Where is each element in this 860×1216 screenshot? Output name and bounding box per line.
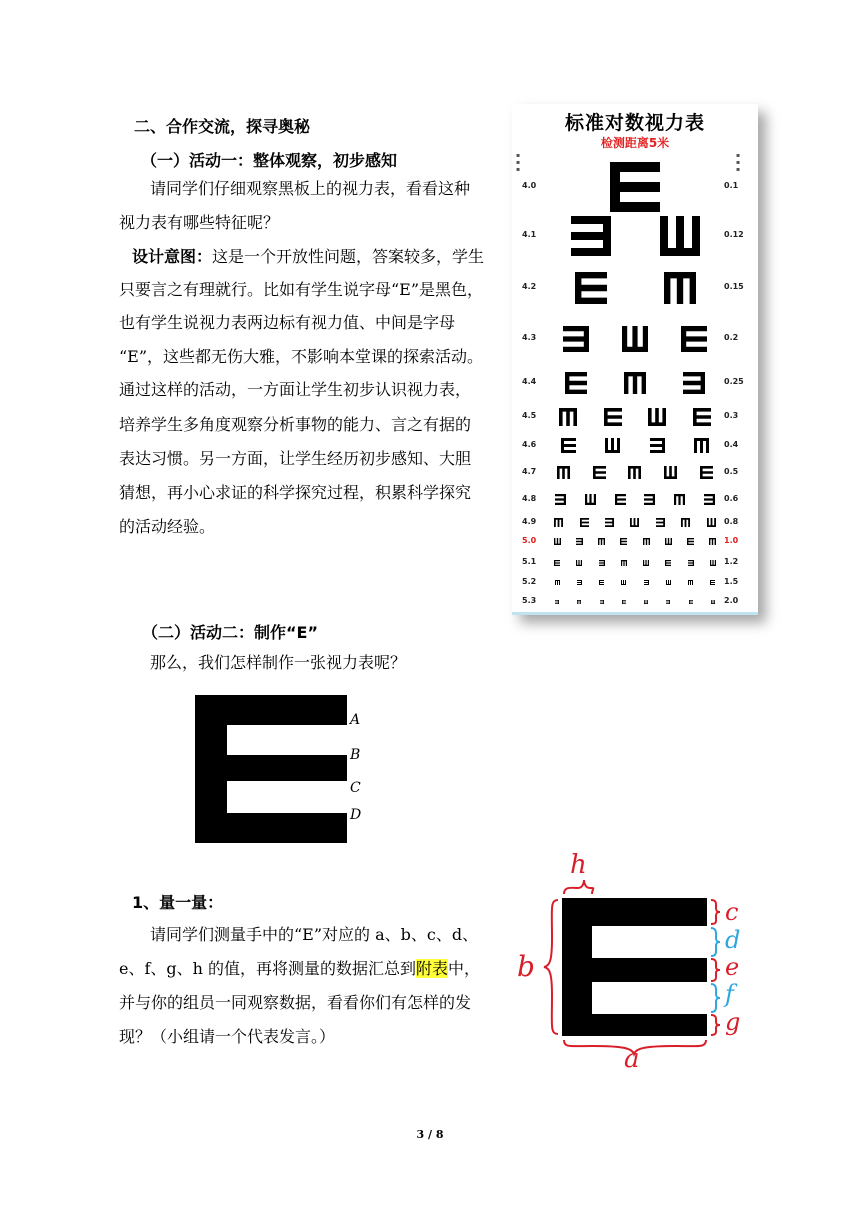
optotype-e xyxy=(555,580,560,585)
optotype-e xyxy=(554,538,561,545)
optotype-e xyxy=(559,408,577,426)
optotype-e xyxy=(644,580,649,585)
optotype-row xyxy=(546,600,724,604)
optotype-e xyxy=(599,580,604,585)
acuity-right-value: 0.12 xyxy=(724,230,744,239)
acuity-left-value: 4.5 xyxy=(522,411,537,420)
optotype-e xyxy=(665,560,671,566)
label-d-measure: d xyxy=(725,926,741,954)
activity1-para-line2: 视力表有哪些特征呢？ xyxy=(119,213,280,232)
optotype-e xyxy=(555,600,559,604)
optotype-e xyxy=(561,438,576,453)
eye-chart-image xyxy=(512,104,758,615)
optotype-e xyxy=(630,518,639,527)
optotype-row xyxy=(546,494,724,505)
optotype-e xyxy=(599,560,605,566)
measure-heading: 1、量一量： xyxy=(132,893,224,912)
activity1-heading: （一）活动一：整体观察，初步感知 xyxy=(141,151,398,170)
acuity-left-value: 4.0 xyxy=(522,181,537,190)
acuity-right-value: 0.4 xyxy=(724,439,739,449)
page-number: 3 / 8 xyxy=(416,1128,444,1141)
optotype-e xyxy=(656,518,665,527)
acuity-left-value: 5.2 xyxy=(522,576,537,586)
acuity-left-value: 4.1 xyxy=(522,230,537,239)
optotype-row xyxy=(546,518,724,527)
optotype-row xyxy=(546,216,724,256)
design-intent-line6: 培养学生多角度观察分析事物的能力、言之有据的 xyxy=(119,415,472,434)
optotype-e xyxy=(554,518,563,527)
optotype-e xyxy=(666,580,671,585)
acuity-right-value: 0.3 xyxy=(724,411,739,420)
appendix-table-highlight: 附表 xyxy=(416,959,449,978)
optotype-row xyxy=(546,272,724,304)
optotype-e xyxy=(665,538,672,545)
optotype-e xyxy=(687,538,694,545)
optotype-e xyxy=(622,326,648,352)
optotype-e xyxy=(600,600,604,604)
acuity-left-value: 4.2 xyxy=(522,282,537,291)
acuity-left-value: 4.4 xyxy=(522,377,537,386)
acuity-right-value: 0.2 xyxy=(724,333,739,342)
design-intent-line9: 的活动经验。 xyxy=(119,517,216,536)
optotype-e xyxy=(622,600,626,604)
optotype-e xyxy=(664,466,677,479)
acuity-right-value: 0.5 xyxy=(724,466,739,476)
acuity-right-value: 0.1 xyxy=(724,181,739,190)
design-intent-line4: “E”，这些都无伤大雅，不影响本堂课的探索活动。 xyxy=(119,347,484,366)
acuity-left-value: 4.9 xyxy=(522,516,537,526)
measure-line4: 现？（小组请一个代表发言。） xyxy=(119,1027,336,1046)
design-intent-text: 这是一个开放性问题，答案较多，学生 xyxy=(212,247,485,266)
label-f-measure: f xyxy=(725,980,734,1008)
optotype-e xyxy=(711,600,715,604)
optotype-e xyxy=(593,466,606,479)
acuity-left-value: 4.3 xyxy=(522,333,537,342)
design-intent-line1 xyxy=(132,240,484,273)
acuity-right-value: 0.15 xyxy=(724,282,744,291)
label-h: h xyxy=(570,850,587,880)
optotype-row xyxy=(546,162,724,212)
optotype-row xyxy=(546,408,724,426)
optotype-e xyxy=(710,560,716,566)
label-b: B xyxy=(350,747,361,763)
optotype-e xyxy=(710,580,715,585)
measure-line3: 并与你的组员一同观察数据，看看你们有怎样的发 xyxy=(119,993,472,1012)
eye-chart-subtitle: 检测距离5米 xyxy=(600,136,670,150)
optotype-e xyxy=(624,372,646,394)
acuity-left-value: 5.3 xyxy=(522,596,537,605)
e-figure-abcd xyxy=(192,692,368,850)
optotype-e xyxy=(571,216,611,256)
optotype-e xyxy=(577,580,582,585)
optotype-e xyxy=(688,560,694,566)
optotype-row xyxy=(546,326,724,352)
optotype-e xyxy=(575,272,607,304)
acuity-left-value: 5.0 xyxy=(522,535,537,545)
design-intent-label: 设计意图： xyxy=(132,247,213,266)
optotype-row xyxy=(546,438,724,453)
label-b-measure: b xyxy=(517,950,535,983)
optotype-e xyxy=(664,272,696,304)
acuity-right-value: 0.6 xyxy=(724,493,739,503)
optotype-e xyxy=(666,600,670,604)
optotype-e xyxy=(577,600,581,604)
acuity-left-value: 4.6 xyxy=(522,439,537,449)
design-intent-line8: 猜想，再小心求证的科学探究过程，积累科学探究 xyxy=(119,483,472,502)
optotype-e xyxy=(555,494,566,505)
optotype-row xyxy=(546,560,724,566)
optotype-e xyxy=(660,216,700,256)
optotype-e xyxy=(709,538,716,545)
optotype-e xyxy=(650,438,665,453)
optotype-row xyxy=(546,372,724,394)
measure-line2-end: 中， xyxy=(448,959,481,978)
optotype-e xyxy=(554,560,560,566)
optotype-e xyxy=(563,326,589,352)
e-figure-abcd-graphic xyxy=(192,692,368,850)
optotype-e xyxy=(605,518,614,527)
e-figure-measurements xyxy=(512,848,762,1073)
measure-line1: 请同学们测量手中的“E”对应的 a、b、c、d、 xyxy=(150,925,479,944)
optotype-e xyxy=(648,408,666,426)
optotype-e xyxy=(621,580,626,585)
optotype-e xyxy=(610,162,660,212)
activity2-heading: （二）活动二：制作“E” xyxy=(142,623,318,642)
optotype-row xyxy=(546,466,724,479)
optotype-e xyxy=(580,518,589,527)
optotype-row xyxy=(546,580,724,585)
optotype-e xyxy=(644,600,648,604)
label-c-measure: c xyxy=(725,898,739,926)
optotype-e xyxy=(643,560,649,566)
measure-line2 xyxy=(119,952,480,985)
optotype-e xyxy=(598,538,605,545)
optotype-e xyxy=(565,372,587,394)
design-intent-line2: 只要言之有理就行。比如有学生说字母“E”是黑色， xyxy=(119,280,484,299)
label-c: C xyxy=(350,780,361,796)
acuity-right-value: 1.2 xyxy=(724,557,739,566)
optotype-e xyxy=(643,538,650,545)
section-heading: 二、合作交流，探寻奥秘 xyxy=(134,117,311,136)
optotype-e xyxy=(605,438,620,453)
acuity-left-value: 4.8 xyxy=(522,493,537,503)
optotype-e xyxy=(694,438,709,453)
optotype-e xyxy=(621,560,627,566)
acuity-left-value: 5.1 xyxy=(522,557,537,566)
optotype-e xyxy=(704,494,715,505)
label-g-measure: g xyxy=(725,1008,741,1036)
optotype-e xyxy=(628,466,641,479)
acuity-right-value: 1.0 xyxy=(724,535,739,545)
acuity-right-value: 1.5 xyxy=(724,576,739,586)
optotype-e xyxy=(683,372,705,394)
optotype-row xyxy=(546,538,724,545)
activity2-para: 那么，我们怎样制作一张视力表呢？ xyxy=(150,653,407,672)
left-column-header-mark: ▪ ▪ ▪ xyxy=(516,152,521,173)
design-intent-line3: 也有学生说视力表两边标有视力值、中间是字母 xyxy=(119,313,456,332)
activity1-para-line1: 请同学们仔细观察黑板上的视力表，看看这种 xyxy=(150,179,471,198)
optotype-e xyxy=(644,494,655,505)
acuity-right-value: 0.25 xyxy=(724,377,744,386)
acuity-right-value: 2.0 xyxy=(724,596,739,605)
right-column-header-mark: ▪ ▪ ▪ xyxy=(736,152,741,173)
label-a: A xyxy=(350,712,361,728)
optotype-e xyxy=(707,518,716,527)
optotype-e xyxy=(604,408,622,426)
optotype-e xyxy=(576,560,582,566)
label-e-measure: e xyxy=(725,953,740,981)
optotype-e xyxy=(576,538,583,545)
design-intent-line7: 表达习惯。另一方面，让学生经历初步感知、大胆 xyxy=(119,449,472,468)
optotype-e xyxy=(620,538,627,545)
optotype-e xyxy=(693,408,711,426)
optotype-e xyxy=(681,518,690,527)
optotype-e xyxy=(615,494,626,505)
acuity-right-value: 0.8 xyxy=(724,516,739,526)
label-a-measure: a xyxy=(624,1044,640,1074)
optotype-e xyxy=(674,494,685,505)
eye-chart-title: 标准对数视力表 xyxy=(564,112,705,134)
optotype-e xyxy=(700,466,713,479)
optotype-e xyxy=(689,600,693,604)
optotype-e xyxy=(688,580,693,585)
optotype-e xyxy=(585,494,596,505)
acuity-left-value: 4.7 xyxy=(522,466,537,476)
label-d: D xyxy=(350,807,362,823)
optotype-e xyxy=(681,326,707,352)
measure-line2-text: e、f、g、h 的值，再将测量的数据汇总到 xyxy=(119,959,417,978)
optotype-e xyxy=(557,466,570,479)
design-intent-line5: 通过这样的活动，一方面让学生初步认识视力表， xyxy=(119,380,472,399)
